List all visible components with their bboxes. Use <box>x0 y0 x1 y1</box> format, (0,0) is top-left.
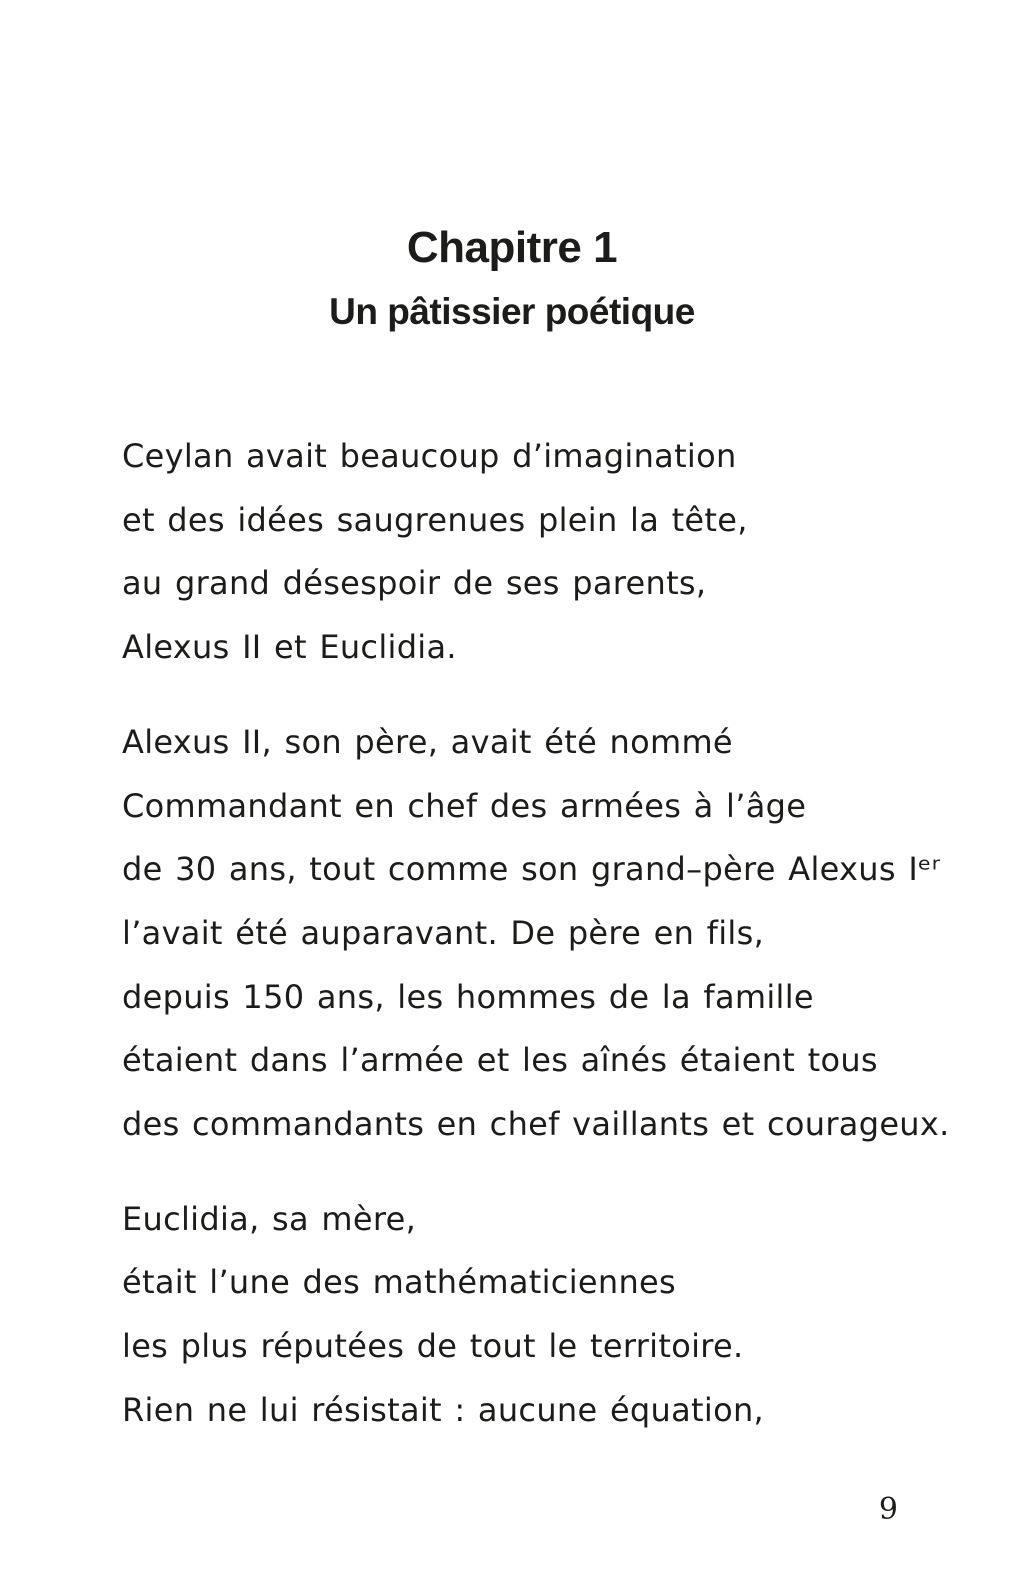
text-line: Alexus II et Euclidia. <box>122 628 457 667</box>
text-line: des commandants en chef vaillants et courageux. <box>122 1105 950 1144</box>
text-line: les plus réputées de tout le territoire. <box>122 1327 744 1366</box>
chapter-number-heading: Chapitre 1 <box>406 223 618 272</box>
text-line: Commandant en chef des armées à l’âge <box>122 786 807 825</box>
text-line: l’avait été auparavant. De père en fils, <box>122 913 765 952</box>
chapter-title-heading: Un pâtissier poétique <box>329 291 695 333</box>
text-line: et des idées saugrenues plein la tête, <box>122 500 748 539</box>
text-line: au grand désespoir de ses parents, <box>122 564 707 603</box>
paragraph-1 <box>122 425 952 680</box>
paragraph-2 <box>122 711 952 1157</box>
page-number: 9 <box>878 1492 898 1527</box>
text-line: depuis 150 ans, les hommes de la famille <box>122 977 814 1016</box>
body-text-block <box>122 425 952 1474</box>
text-line: étaient dans l’armée et les aînés étaient tous <box>122 1041 878 1080</box>
paragraph-3 <box>122 1188 952 1443</box>
text-line: était l’une des mathématiciennes <box>122 1263 676 1302</box>
text-line: Ceylan avait beaucoup d’imagination <box>122 437 737 475</box>
text-line: de 30 ans, tout comme son grand–père Alexus Iᵉʳ <box>122 850 941 889</box>
text-line: Euclidia, sa mère, <box>122 1199 417 1238</box>
text-line: Rien ne lui résistait : aucune équation, <box>122 1390 764 1429</box>
text-line: Alexus II, son père, avait été nommé <box>122 722 733 761</box>
chapter-heading-block <box>0 224 1024 333</box>
